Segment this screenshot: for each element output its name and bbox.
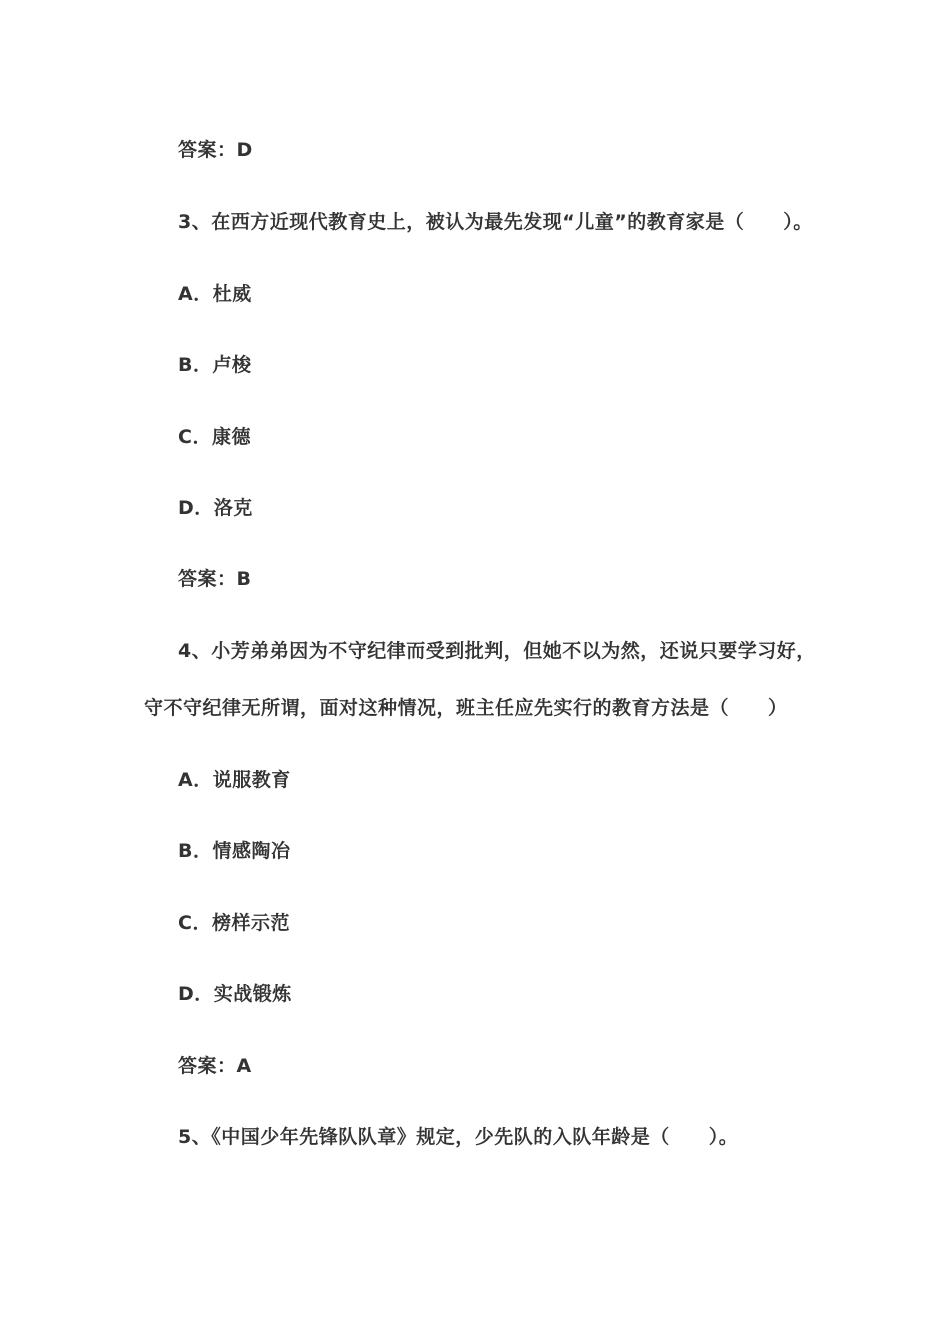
option-c-q3: C．康德 bbox=[178, 426, 251, 448]
option-d-q3: D．洛克 bbox=[178, 497, 253, 519]
option-c-q4: C．榜样示范 bbox=[178, 912, 290, 934]
option-b-q4: B．情感陶冶 bbox=[178, 840, 291, 862]
option-d-q4: D．实战锻炼 bbox=[178, 983, 292, 1005]
answer-line-q3: 答案：B bbox=[178, 568, 252, 590]
answer-line-q4: 答案：A bbox=[178, 1055, 252, 1077]
option-a-q4: A．说服教育 bbox=[178, 769, 291, 791]
answer-line-q2: 答案：D bbox=[178, 139, 253, 161]
question-4-text-line1: 4、小芳弟弟因为不守纪律而受到批判，但她不以为然，还说只要学习好， bbox=[178, 640, 816, 662]
question-5-text: 5、《中国少年先锋队队章》规定，少先队的入队年龄是（ ）。 bbox=[178, 1126, 739, 1148]
option-a-q3: A．杜威 bbox=[178, 283, 252, 305]
option-b-q3: B．卢梭 bbox=[178, 354, 252, 376]
question-4-text-line2: 守不守纪律无所谓，面对这种情况，班主任应先实行的教育方法是（ ） bbox=[144, 697, 788, 719]
question-3-text: 3、在西方近现代教育史上，被认为最先发现“儿童”的教育家是（ ）。 bbox=[178, 211, 813, 233]
